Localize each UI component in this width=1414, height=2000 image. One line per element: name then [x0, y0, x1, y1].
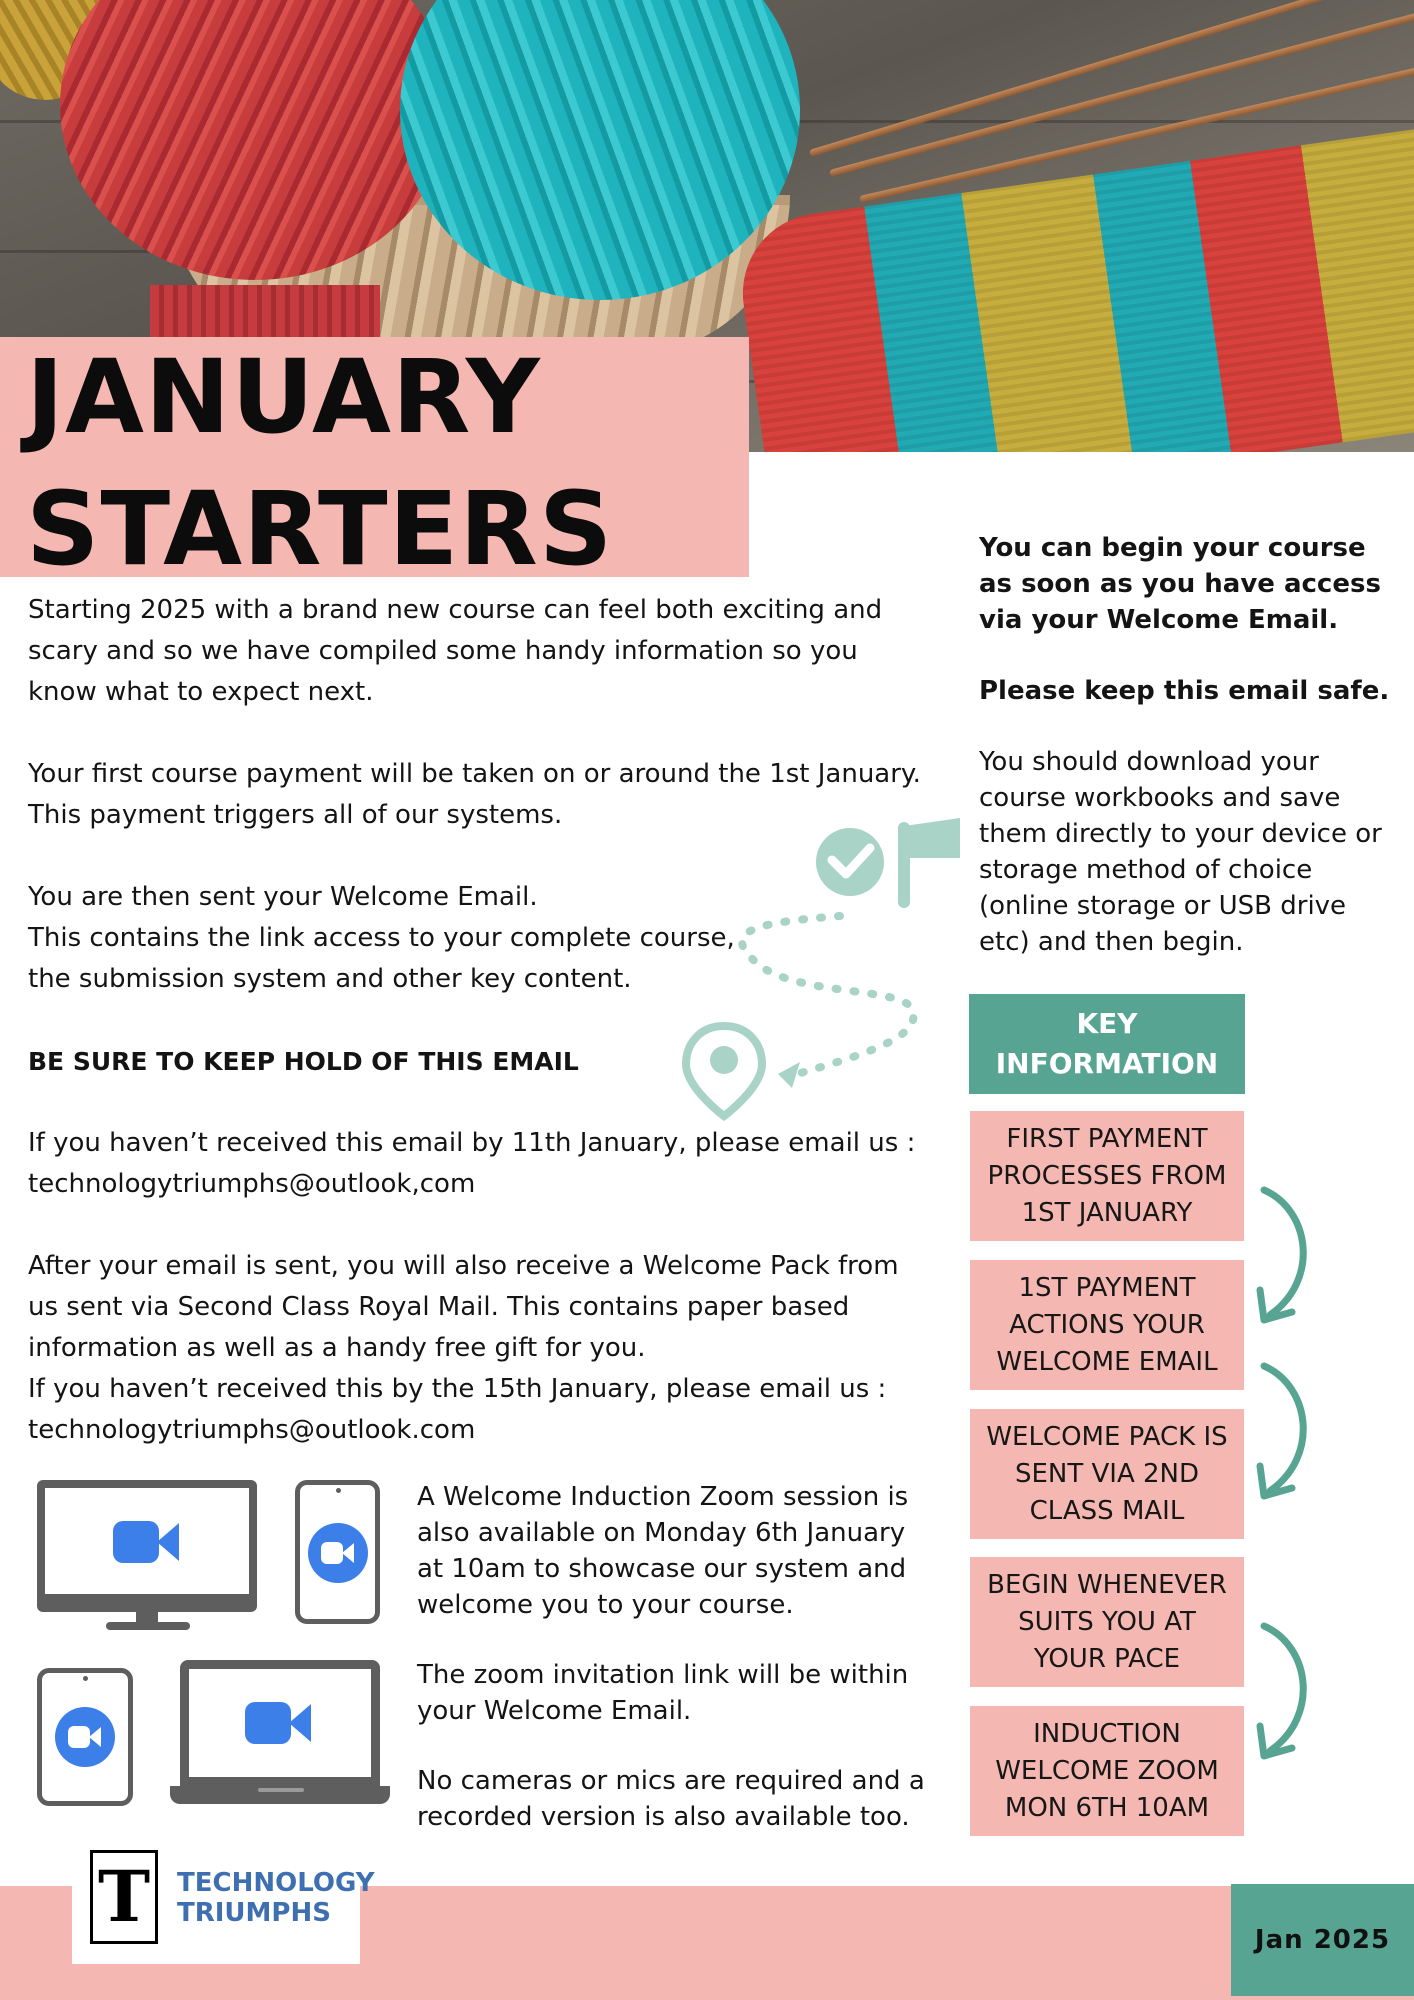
key-item-begin [970, 1557, 1244, 1687]
not-received-line-1: If you haven’t received this email by 11th January, please email us : [28, 1128, 916, 1158]
key-item-induction [970, 1706, 1244, 1836]
logo-line-2: TRIUMPHS [177, 1898, 331, 1928]
key-item-label: INDUCTION WELCOME ZOOM MON 6TH 10AM [995, 1718, 1219, 1823]
payment-line-2: This payment triggers all of our systems. [28, 800, 563, 830]
logo-mark: T [90, 1850, 158, 1944]
striped-knitting [733, 128, 1414, 452]
key-information-heading [969, 994, 1245, 1094]
main-text [28, 590, 928, 1451]
pack-line-2: us sent via Second Class Royal Mail. This contains paper based [28, 1292, 850, 1322]
keep-safe-text: Please keep this email safe. [979, 676, 1390, 706]
pack-line-3: information as well as a handy free gift for you. [28, 1333, 646, 1363]
key-heading-line-1: KEY [1076, 1007, 1138, 1040]
zoom-info [417, 1479, 937, 1835]
key-item-label: 1ST PAYMENT ACTIONS YOUR WELCOME EMAIL [996, 1272, 1218, 1377]
pack-line-1: After your email is sent, you will also receive a Welcome Pack from [28, 1251, 899, 1281]
key-item-welcome-email [970, 1260, 1244, 1390]
logo-line-1: TECHNOLOGY [177, 1868, 375, 1898]
title-line-1: JANUARY [26, 338, 541, 457]
sidebar-text [979, 530, 1399, 960]
date-badge: Jan 2025 [1231, 1884, 1414, 1996]
pack-line-4: If you haven’t received this by the 15th January, please email us : [28, 1374, 887, 1404]
welcome-line-3: the submission system and other key content. [28, 964, 632, 994]
welcome-line-2: This contains the link access to your complete course, [28, 923, 735, 953]
payment-line-1: Your first course payment will be taken on or around the 1st January. [28, 759, 921, 789]
zoom-session-text: A Welcome Induction Zoom session is also available on Monday 6th January at 10am to showcase our system and welcome you to your course. [417, 1482, 909, 1620]
logo-text [177, 1868, 375, 1928]
page-title [26, 332, 613, 596]
curved-arrow-icon [1250, 1620, 1330, 1770]
begin-course-text: You can begin your course as soon as you have access via your Welcome Email. [979, 533, 1381, 635]
welcome-line-1: You are then sent your Welcome Email. [28, 882, 538, 912]
contact-email-1: technologytriumphs@outlook,com [28, 1169, 476, 1199]
intro-text: Starting 2025 with a brand new course can feel both exciting and scary and so we have compiled some handy information so you know what to expect next. [28, 595, 883, 707]
download-text: You should download your course workbooks and save them directly to your device or storage method of choice (online storage or USB drive etc) and then begin. [979, 747, 1382, 957]
key-heading-line-2: INFORMATION [995, 1047, 1219, 1080]
curved-arrow-icon [1250, 1360, 1330, 1510]
zoom-no-camera-text: No cameras or mics are required and a recorded version is also available too. [417, 1766, 925, 1832]
key-item-first-payment [970, 1111, 1244, 1241]
key-item-label: FIRST PAYMENT PROCESSES FROM 1ST JANUARY [987, 1123, 1227, 1228]
key-item-welcome-pack [970, 1409, 1244, 1539]
zoom-link-text: The zoom invitation link will be within your Welcome Email. [417, 1660, 909, 1726]
key-item-label: BEGIN WHENEVER SUITS YOU AT YOUR PACE [987, 1569, 1227, 1674]
key-item-label: WELCOME PACK IS SENT VIA 2ND CLASS MAIL [986, 1421, 1228, 1526]
curved-arrow-icon [1250, 1180, 1330, 1330]
title-line-2: STARTERS [26, 470, 614, 589]
contact-email-2: technologytriumphs@outlook.com [28, 1415, 476, 1445]
keep-email-notice: BE SURE TO KEEP HOLD OF THIS EMAIL [28, 1047, 579, 1076]
